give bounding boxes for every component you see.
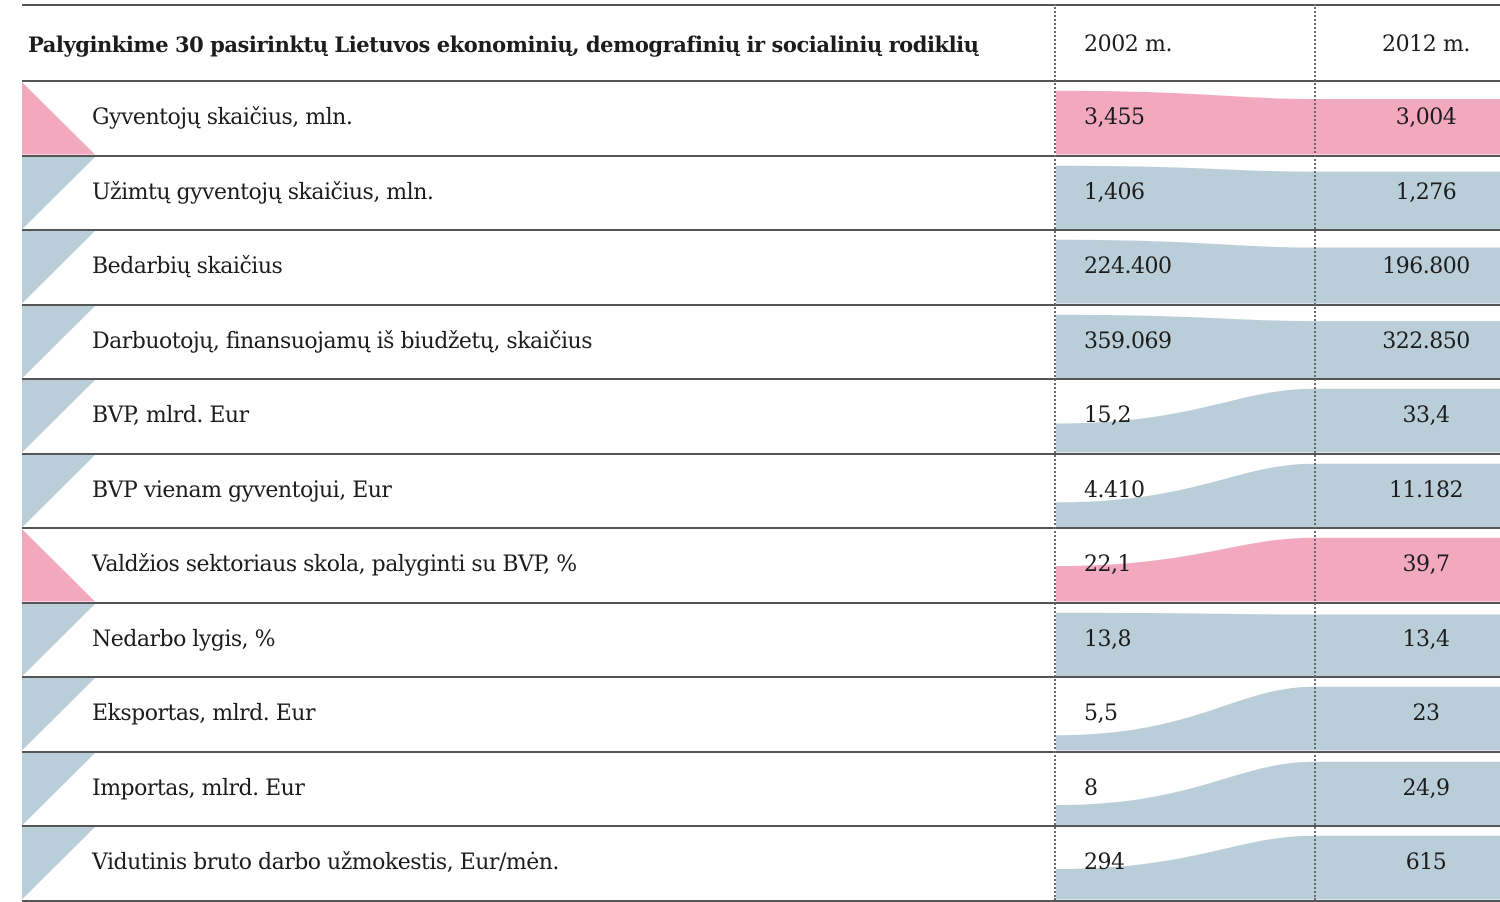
row-label: Gyventojų skaičius, mln. — [92, 105, 353, 130]
value-2002: 5,5 — [1084, 701, 1118, 726]
value-2002: 224.400 — [1084, 254, 1172, 279]
table-row — [22, 678, 1500, 753]
column-header-2002: 2002 m. — [1084, 32, 1173, 57]
row-label: BVP, mlrd. Eur — [92, 403, 249, 428]
row-triangle-marker — [22, 306, 95, 379]
column-divider-2012 — [1314, 4, 1316, 900]
row-triangle-marker — [22, 157, 95, 230]
triangle-shape — [22, 82, 95, 155]
row-triangle-marker — [22, 455, 95, 528]
table-row — [22, 604, 1500, 679]
table-row — [22, 529, 1500, 604]
row-triangle-marker — [22, 604, 95, 677]
value-2012: 322.850 — [1382, 328, 1470, 354]
value-2012: 23 — [1412, 701, 1440, 726]
table-row — [22, 455, 1500, 530]
triangle-shape — [22, 529, 95, 602]
row-triangle-marker — [22, 753, 95, 826]
row-triangle-marker — [22, 380, 95, 453]
row-label: Importas, mlrd. Eur — [92, 775, 305, 801]
table-row — [22, 306, 1500, 381]
value-2002: 4.410 — [1084, 477, 1145, 503]
value-2012: 1,276 — [1395, 179, 1457, 205]
triangle-shape — [22, 604, 95, 677]
value-2012: 615 — [1405, 850, 1447, 875]
value-2002: 22,1 — [1084, 552, 1131, 577]
row-label: Eksportas, mlrd. Eur — [92, 701, 315, 726]
value-2002: 13,8 — [1084, 626, 1131, 652]
value-2012: 39,7 — [1402, 552, 1450, 577]
row-label: Darbuotojų, finansuojamų iš biudžetų, skaičius — [92, 328, 593, 354]
chart-title: Palyginkime 30 pasirinktų Lietuvos ekonominių, demografinių ir socialinių rodiklių — [28, 32, 979, 57]
table-row — [22, 753, 1500, 828]
value-2012: 196.800 — [1382, 254, 1470, 279]
row-label: Nedarbo lygis, % — [92, 626, 276, 652]
table-row — [22, 82, 1500, 157]
triangle-shape — [22, 231, 95, 304]
triangle-shape — [22, 678, 95, 751]
value-2002: 8 — [1084, 775, 1098, 801]
row-triangle-marker — [22, 231, 95, 304]
value-2002: 15,2 — [1084, 403, 1131, 428]
table-row — [22, 827, 1500, 902]
table-row — [22, 231, 1500, 306]
triangle-shape — [22, 753, 95, 826]
column-header-2012: 2012 m. — [1381, 32, 1471, 57]
triangle-shape — [22, 157, 95, 230]
row-label: BVP vienam gyventojui, Eur — [92, 477, 392, 503]
row-label: Valdžios sektoriaus skola, palyginti su BVP, % — [92, 552, 577, 577]
value-2012: 13,4 — [1402, 626, 1450, 652]
row-triangle-marker — [22, 529, 95, 602]
row-triangle-marker — [22, 82, 95, 155]
row-triangle-marker — [22, 827, 95, 900]
value-2002: 359.069 — [1084, 328, 1172, 354]
value-2012: 3,004 — [1395, 105, 1457, 130]
column-divider-2002 — [1054, 4, 1056, 900]
row-label: Bedarbių skaičius — [92, 254, 283, 279]
value-2002: 3,455 — [1084, 105, 1145, 130]
triangle-shape — [22, 380, 95, 453]
triangle-shape — [22, 827, 95, 900]
value-2012: 24,9 — [1402, 775, 1450, 801]
value-2012: 33,4 — [1402, 403, 1450, 428]
table-row — [22, 157, 1500, 232]
table-row — [22, 380, 1500, 455]
header-row — [22, 6, 1500, 80]
value-2002: 294 — [1084, 850, 1125, 875]
triangle-shape — [22, 306, 95, 379]
comparison-table — [22, 4, 1500, 900]
triangle-shape — [22, 455, 95, 528]
row-label: Vidutinis bruto darbo užmokestis, Eur/mėn. — [92, 850, 559, 875]
row-label: Užimtų gyventojų skaičius, mln. — [92, 179, 434, 205]
value-2002: 1,406 — [1084, 179, 1145, 205]
row-triangle-marker — [22, 678, 95, 751]
value-2012: 11.182 — [1389, 477, 1463, 503]
